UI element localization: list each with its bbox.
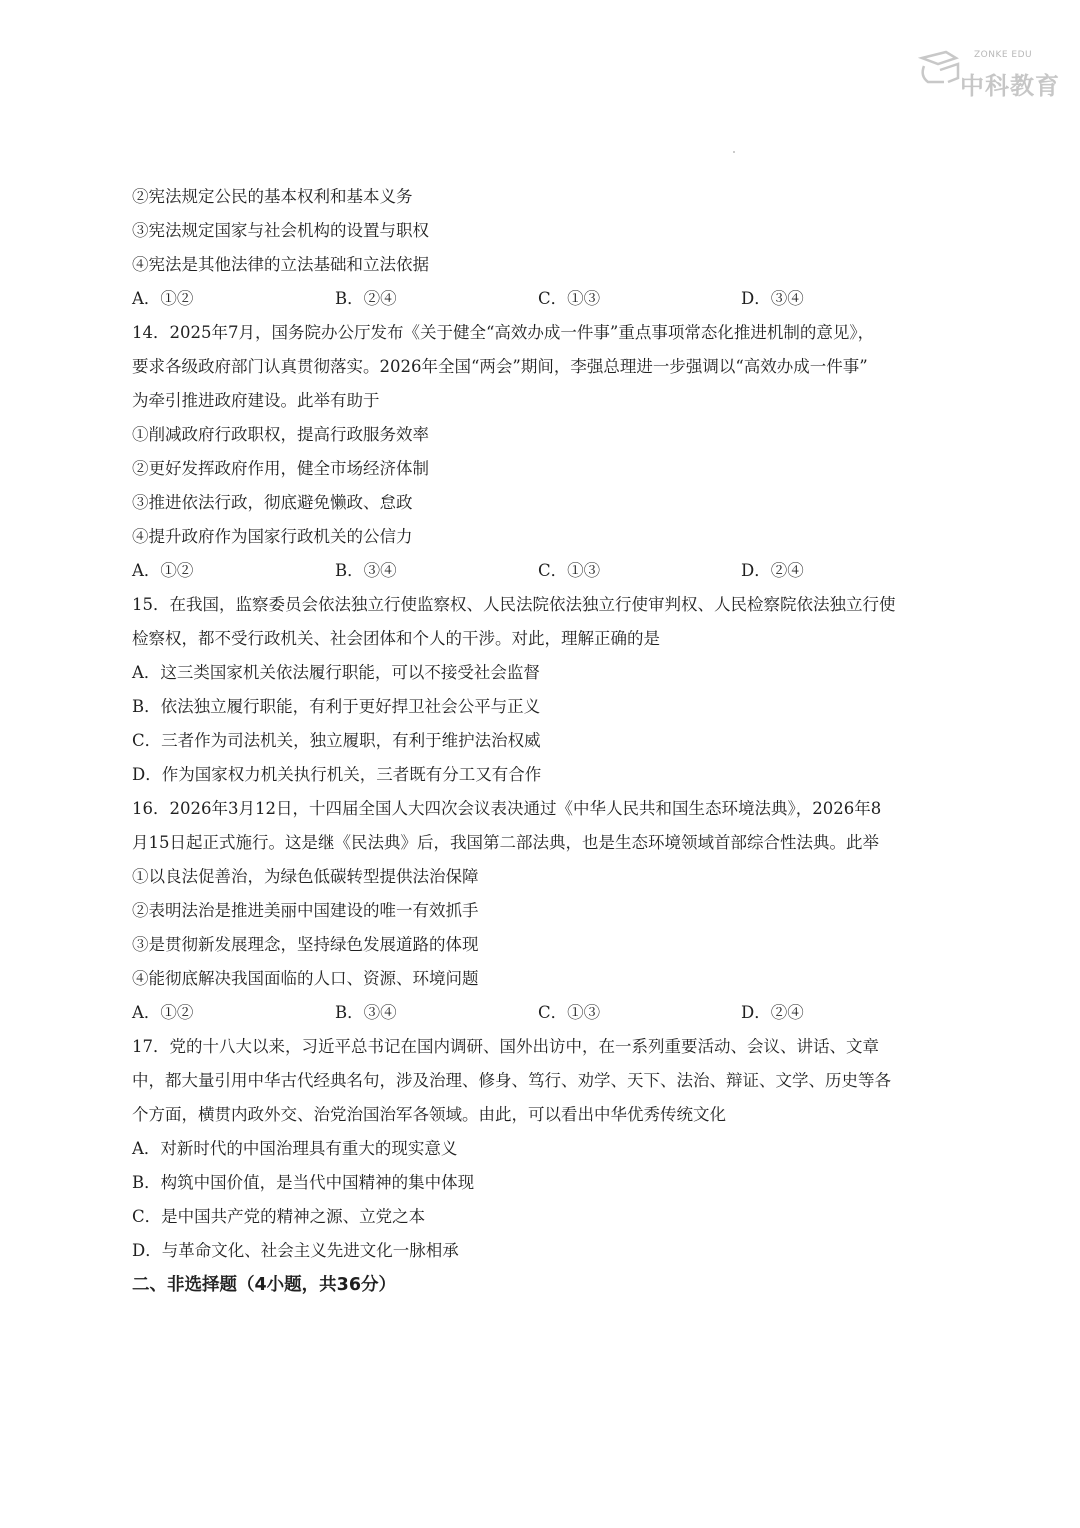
q13-option-c: C．①③	[538, 289, 601, 308]
q14-options	[132, 554, 962, 588]
q14-option-b: B．③④	[335, 561, 397, 580]
scan-speck	[733, 151, 735, 153]
q15-stem-line-2: 检察权，都不受行政机关、社会团体和个人的干涉。对此，理解正确的是	[132, 629, 660, 648]
q17-option-d: D．与革命文化、社会主义先进文化一脉相承	[132, 1241, 459, 1260]
q13-option-a: A．①②	[132, 289, 194, 308]
q13-option-d: D．③④	[741, 289, 804, 308]
q14-item-2: ②更好发挥政府作用，健全市场经济体制	[132, 459, 429, 478]
q17-stem-line-1: 17．党的十八大以来，习近平总书记在国内调研、国外出访中，在一系列重要活动、会议、讲话、文章	[132, 1037, 879, 1056]
q15-option-d: D．作为国家权力机关执行机关，三者既有分工又有合作	[132, 765, 542, 784]
q13-item-3: ③宪法规定国家与社会机构的设置与职权	[132, 221, 429, 240]
q16-item-1: ①以良法促善治，为绿色低碳转型提供法治保障	[132, 867, 479, 886]
q16-item-2: ②表明法治是推进美丽中国建设的唯一有效抓手	[132, 901, 479, 920]
q14-option-c: C．①③	[538, 561, 601, 580]
q17-option-c: C．是中国共产党的精神之源、立党之本	[132, 1207, 426, 1226]
q14-option-d: D．②④	[741, 561, 804, 580]
q15-option-a: A．这三类国家机关依法履行职能，可以不接受社会监督	[132, 663, 540, 682]
q13-item-2: ②宪法规定公民的基本权利和基本义务	[132, 187, 413, 206]
q16-option-a: A．①②	[132, 1003, 194, 1022]
q17-option-a: A．对新时代的中国治理具有重大的现实意义	[132, 1139, 458, 1158]
q16-item-3: ③是贯彻新发展理念，坚持绿色发展道路的体现	[132, 935, 479, 954]
q13-option-b: B．②④	[335, 289, 397, 308]
q15-option-b: B．依法独立履行职能，有利于更好捍卫社会公平与正义	[132, 697, 541, 716]
q15-stem-line-1: 15．在我国，监察委员会依法独立行使监察权、人民法院依法独立行使审判权、人民检察院依法独立行使	[132, 595, 896, 614]
watermark-subtitle: ZONKE EDU	[974, 50, 1033, 60]
q17-option-b: B．构筑中国价值，是当代中国精神的集中体现	[132, 1173, 475, 1192]
q16-item-4: ④能彻底解决我国面临的人口、资源、环境问题	[132, 969, 479, 988]
q14-item-1: ①削减政府行政职权，提高行政服务效率	[132, 425, 429, 444]
q14-stem-line-3: 为牵引推进政府建设。此举有助于	[132, 391, 380, 410]
q13-options	[132, 282, 962, 316]
q16-option-c: C．①③	[538, 1003, 601, 1022]
section-2-heading: 二、非选择题（4小题，共36分）	[132, 1275, 397, 1295]
q16-option-d: D．②④	[741, 1003, 804, 1022]
q14-stem-line-2: 要求各级政府部门认真贯彻落实。2026年全国“两会”期间，李强总理进一步强调以“高效办成一件事”	[132, 357, 868, 376]
zonke-edu-watermark	[918, 44, 1068, 110]
q14-stem-line-1: 14．2025年7月，国务院办公厅发布《关于健全“高效办成一件事”重点事项常态化推进机制的意见》，	[132, 323, 875, 342]
watermark-brand: 中科教育	[960, 72, 1060, 100]
q14-option-a: A．①②	[132, 561, 194, 580]
exam-content	[132, 180, 962, 1302]
q16-options	[132, 996, 962, 1030]
zonke-logo-icon	[918, 48, 962, 92]
q16-stem-line-2: 月15日起正式施行。这是继《民法典》后，我国第二部法典，也是生态环境领域首部综合性法典。此举	[132, 833, 879, 852]
q14-item-3: ③推进依法行政，彻底避免懒政、怠政	[132, 493, 413, 512]
q13-item-4: ④宪法是其他法律的立法基础和立法依据	[132, 255, 429, 274]
q17-stem-line-2: 中，都大量引用中华古代经典名句，涉及治理、修身、笃行、劝学、天下、法治、辩证、文学、历史等各	[132, 1071, 891, 1090]
q17-stem-line-3: 个方面，横贯内政外交、治党治国治军各领域。由此，可以看出中华优秀传统文化	[132, 1105, 726, 1124]
q16-stem-line-1: 16．2026年3月12日，十四届全国人大四次会议表决通过《中华人民共和国生态环境法典》，2026年8	[132, 799, 882, 818]
q14-item-4: ④提升政府作为国家行政机关的公信力	[132, 527, 413, 546]
q16-option-b: B．③④	[335, 1003, 397, 1022]
q15-option-c: C．三者作为司法机关，独立履职，有利于维护法治权威	[132, 731, 541, 750]
